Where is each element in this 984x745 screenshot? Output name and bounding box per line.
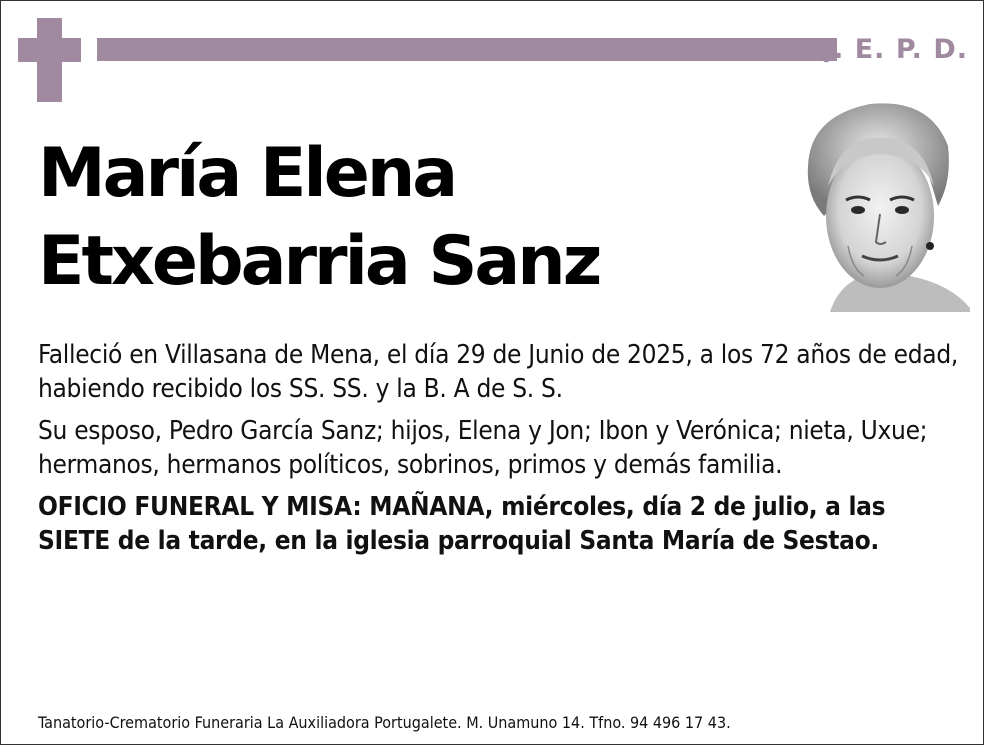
deceased-name-line2: Etxebarria Sanz bbox=[38, 222, 600, 301]
funeral-home-info: Tanatorio-Crematorio Funeraria La Auxiliadora Portugalete. M. Unamuno 14. Tfno. 94 496 17 43. bbox=[38, 713, 731, 732]
deceased-name-line1: María Elena bbox=[38, 134, 456, 213]
qepd-label: Q. E. P. D. bbox=[809, 34, 968, 65]
funeral-announcement: OFICIO FUNERAL Y MISA: MAÑANA, miércoles, día 2 de julio, a las SIETE de la tarde, en la iglesia parroquial Santa María de Sestao. bbox=[38, 492, 886, 556]
portrait-photo bbox=[800, 96, 970, 312]
obituary-body bbox=[38, 338, 958, 566]
cross-icon-crossbar bbox=[18, 38, 81, 62]
header-rule bbox=[97, 38, 837, 61]
family-list: Su esposo, Pedro García Sanz; hijos, Elena y Jon; Ibon y Verónica; nieta, Uxue; hermanos, hermanos políticos, sobrinos, primos y demás familia. bbox=[38, 416, 928, 480]
deceased-name bbox=[38, 130, 599, 306]
death-notice: Falleció en Villasana de Mena, el día 29 de Junio de 2025, a los 72 años de edad, habiendo recibido los SS. SS. y la B. A de S. S. bbox=[38, 340, 959, 404]
